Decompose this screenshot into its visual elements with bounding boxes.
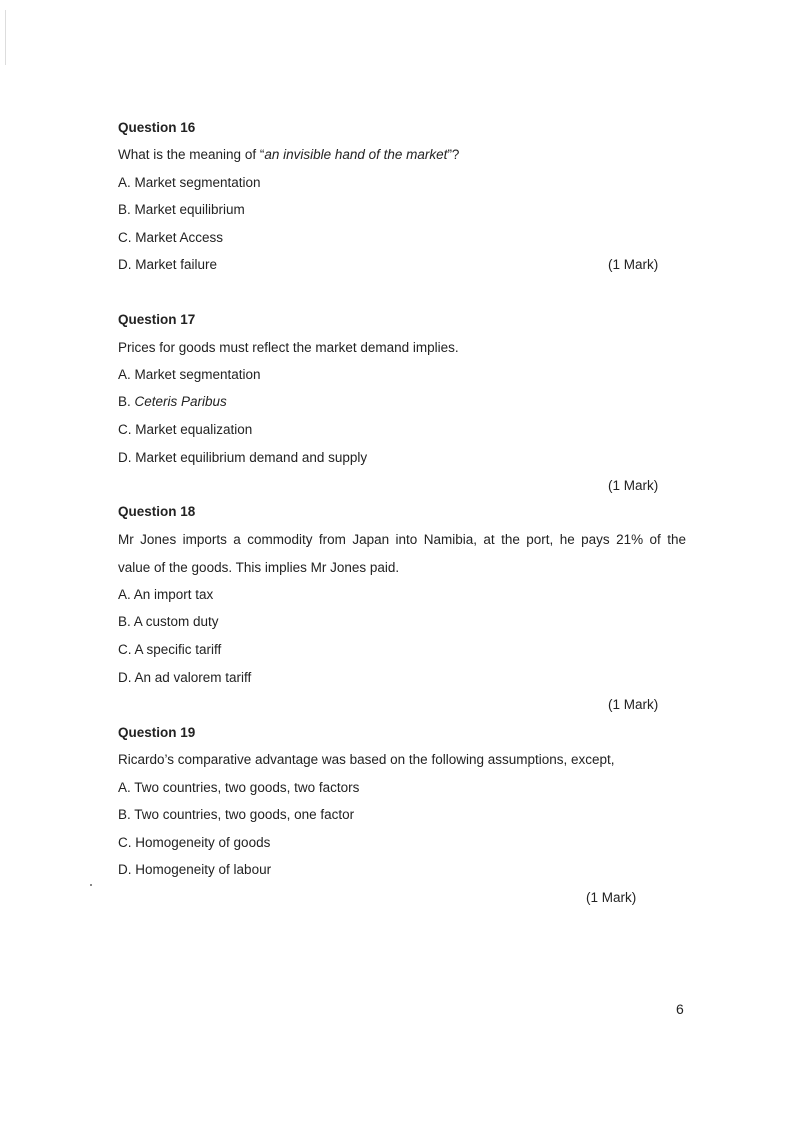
- option-d: D. Market failure: [118, 257, 218, 272]
- option-d: D. An ad valorem tariff: [118, 670, 252, 685]
- option-d: D. Market equilibrium demand and supply: [118, 450, 368, 465]
- scan-dot: [90, 884, 92, 886]
- option-a: A. An import tax: [118, 587, 214, 602]
- page-number: 6: [676, 1001, 684, 1017]
- question-19-marks: (1 Mark): [586, 890, 637, 905]
- question-18-marks: (1 Mark): [608, 697, 659, 712]
- option-c: C. Market equalization: [118, 422, 253, 437]
- option-italic-text: Ceteris Paribus: [134, 394, 227, 409]
- option-letter: B.: [118, 394, 135, 409]
- question-16-marks: (1 Mark): [608, 257, 659, 272]
- option-b: B. A custom duty: [118, 614, 219, 629]
- question-16-heading: Question 16: [118, 120, 196, 135]
- question-19-heading: Question 19: [118, 725, 196, 740]
- option-c: C. Homogeneity of goods: [118, 835, 271, 850]
- question-16-stem: [118, 146, 459, 164]
- question-17-stem: Prices for goods must reflect the market demand implies.: [118, 340, 459, 355]
- question-18-stem-line2: value of the goods. This implies Mr Jones paid.: [118, 560, 400, 575]
- question-17-marks: (1 Mark): [608, 478, 659, 493]
- stem-text: ”?: [447, 147, 460, 162]
- question-18-heading: Question 18: [118, 504, 196, 519]
- question-19-stem: Ricardo’s comparative advantage was based on the following assumptions, except,: [118, 752, 615, 767]
- option-b: B. Two countries, two goods, one factor: [118, 807, 355, 822]
- scan-artifact: [5, 10, 6, 65]
- option-c: C. Market Access: [118, 230, 224, 245]
- option-a: A. Market segmentation: [118, 175, 261, 190]
- question-17-heading: Question 17: [118, 312, 196, 327]
- option-a: A. Two countries, two goods, two factors: [118, 780, 360, 795]
- stem-text: What is the meaning of “: [118, 147, 265, 162]
- option-b: [118, 393, 227, 411]
- option-b: B. Market equilibrium: [118, 202, 245, 217]
- option-c: C. A specific tariff: [118, 642, 222, 657]
- stem-italic: an invisible hand of the market: [264, 147, 448, 162]
- option-d: D. Homogeneity of labour: [118, 862, 272, 877]
- option-a: A. Market segmentation: [118, 367, 261, 382]
- question-18-stem-line1: Mr Jones imports a commodity from Japan into Namibia, at the port, he pays 21% of the: [118, 532, 686, 547]
